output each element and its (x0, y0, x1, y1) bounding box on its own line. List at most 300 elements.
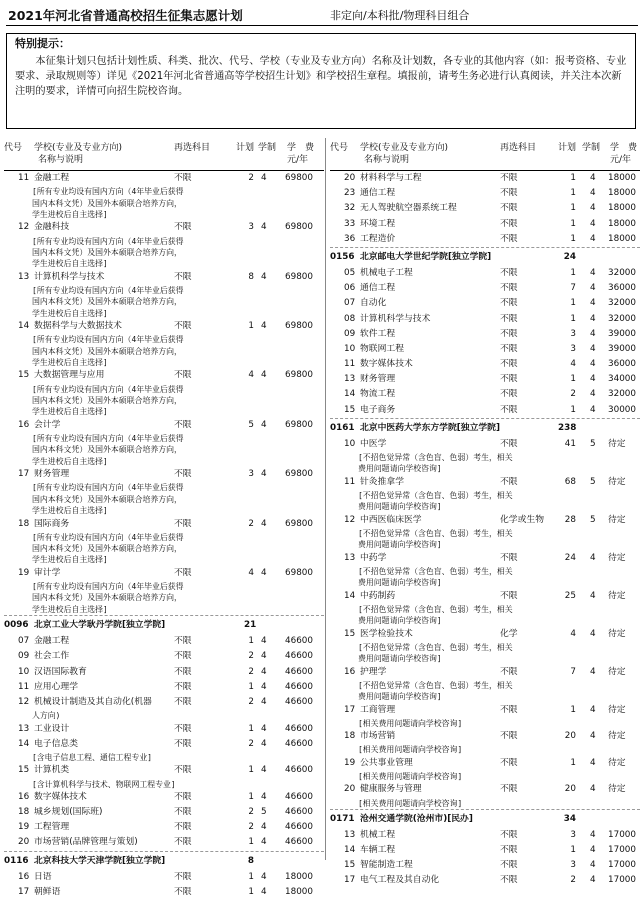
major-code: 14 (18, 738, 30, 749)
tuition-fee: 46600 (285, 837, 313, 848)
years: 5 (590, 514, 596, 525)
major-row (330, 266, 640, 281)
notice-box (6, 33, 636, 129)
header-req: 再选科目 (500, 143, 537, 153)
major-note: 学生进校后自主选择] (32, 259, 108, 269)
major-name: 日语 (34, 871, 52, 882)
major-code: 16 (18, 871, 30, 882)
document-subtitle: 非定向/本科批/物理科目组合 (330, 9, 470, 22)
major-name: 智能制造工程 (360, 860, 413, 871)
header-plan: 计划 (558, 143, 577, 153)
header-years: 学制 (582, 143, 601, 153)
subject-requirement: 不限 (174, 469, 192, 480)
major-name: 计算机科学与技术 (360, 313, 431, 324)
plan-count: 41 (564, 438, 576, 449)
tuition-fee: 46600 (285, 651, 313, 662)
header-fee-unit: 元/年 (610, 155, 632, 165)
major-code: 18 (18, 807, 30, 818)
major-note: 国内本科文凭）及国外本硕联合培养方向， (32, 198, 182, 208)
plan-count: 2 (248, 651, 254, 662)
major-code: 15 (344, 404, 356, 415)
subject-requirement: 不限 (500, 359, 518, 370)
major-code: 36 (344, 233, 356, 244)
major-code: 17 (344, 704, 356, 715)
tuition-fee: 46600 (285, 822, 313, 833)
major-name: 财务管理 (34, 469, 70, 480)
plan-count: 1 (570, 267, 576, 278)
subject-requirement: 不限 (500, 267, 518, 278)
subject-requirement: 不限 (174, 651, 192, 662)
major-code: 15 (18, 370, 30, 381)
years: 4 (590, 328, 596, 339)
plan-count: 4 (570, 359, 576, 370)
right-column (330, 138, 640, 889)
tuition-fee: 46600 (285, 636, 313, 647)
major-note: 学生进校后自主选择] (32, 456, 108, 466)
major-row (4, 270, 324, 285)
major-name: 大数据管理与应用 (34, 370, 105, 381)
major-row (4, 722, 324, 737)
major-row (330, 437, 640, 452)
years: 4 (261, 765, 267, 776)
plan-count: 3 (248, 469, 254, 480)
major-name: 市场营销 (360, 731, 396, 742)
subject-requirement: 不限 (500, 173, 518, 183)
tuition-fee: 69800 (285, 469, 313, 480)
tuition-fee: 69800 (285, 370, 313, 381)
page-header (0, 0, 644, 26)
plan-count: 3 (570, 860, 576, 871)
major-name: 城乡规划(国际班) (34, 807, 103, 818)
years: 4 (590, 666, 596, 677)
major-code: 12 (344, 514, 356, 525)
major-note: [所有专业均设有国内方向（4年毕业后获得 (32, 187, 184, 197)
major-name: 汉语国际教育 (34, 666, 87, 677)
header-fee: 学 费 (287, 143, 315, 153)
header-school: 学校(专业及专业方向) (34, 143, 123, 153)
subject-requirement: 不限 (500, 590, 518, 601)
tuition-fee: 36000 (608, 359, 636, 370)
school-code: 0156 (330, 251, 355, 262)
major-row (4, 835, 324, 850)
subject-requirement: 不限 (500, 552, 518, 563)
tuition-fee: 待定 (608, 590, 626, 601)
major-code: 20 (344, 173, 356, 183)
plan-count: 4 (570, 628, 576, 639)
plan-count: 1 (248, 791, 254, 802)
major-note: 国内本科文凭）及国外本硕联合培养方向， (32, 593, 182, 603)
subject-requirement: 不限 (500, 328, 518, 339)
subject-requirement: 不限 (174, 822, 192, 833)
plan-count: 3 (570, 328, 576, 339)
major-code: 15 (344, 860, 356, 871)
tuition-fee: 32000 (608, 267, 636, 278)
years: 4 (261, 222, 267, 233)
notice-text: 本征集计划只包括计划性质、科类、批次、代号、学校（专业及专业方向）名称及计划数，各专业的其他内容（如：报考资格、专业要求、录取规则等）详见《2021年河北省普通高等学校招生计划》和学校招生章程。填报前，请考生务必进行认真阅读，并关注本次新注明的要求，详情可向招生院校咨询。 (15, 56, 627, 97)
major-note: 学生进校后自主选择] (32, 555, 108, 565)
major-code: 23 (344, 188, 356, 199)
school-name: 沧州交通学院(沧州市)[民办] (360, 813, 473, 824)
years: 4 (590, 552, 596, 563)
major-note: 费用问题请向学校咨询] (358, 616, 442, 626)
major-code: 19 (18, 567, 30, 578)
major-note: 国内本科文凭）及国外本硕联合培养方向， (32, 297, 182, 307)
major-code: 20 (18, 837, 30, 848)
years: 4 (590, 590, 596, 601)
major-name: 车辆工程 (360, 845, 396, 856)
years: 4 (261, 173, 267, 183)
plan-count: 2 (248, 807, 254, 818)
major-name: 中西医临床医学 (360, 514, 422, 525)
tuition-fee: 32000 (608, 313, 636, 324)
header-plan: 计划 (236, 143, 255, 153)
major-code: 09 (18, 651, 30, 662)
major-row (330, 403, 640, 418)
tuition-fee: 18000 (608, 233, 636, 244)
plan-count: 2 (248, 666, 254, 677)
years: 4 (261, 886, 267, 897)
major-note: 学生进校后自主选择] (32, 308, 108, 318)
major-row (330, 589, 640, 604)
major-row (4, 171, 324, 186)
plan-count: 1 (570, 203, 576, 214)
subject-requirement: 不限 (500, 784, 518, 795)
tuition-fee: 待定 (608, 731, 626, 742)
major-code: 15 (18, 765, 30, 776)
major-row (330, 171, 640, 186)
plan-count: 1 (570, 218, 576, 229)
major-name: 电气工程及其自动化 (360, 875, 440, 886)
major-code: 14 (18, 321, 30, 332)
major-note: [所有专业均设有国内方向（4年毕业后获得 (32, 532, 184, 542)
major-name: 软件工程 (360, 328, 396, 339)
tuition-fee: 36000 (608, 283, 636, 294)
major-note: [含电子信息工程、通信工程专业] (32, 752, 152, 762)
years: 5 (590, 476, 596, 487)
major-name: 自动化 (360, 298, 387, 309)
major-row (4, 517, 324, 532)
major-note: [不招色觉异常（含色盲、色弱）考生，相关 (358, 490, 513, 500)
subject-requirement: 不限 (174, 871, 192, 882)
major-name: 金融科技 (34, 222, 70, 233)
major-name: 电子信息类 (34, 738, 78, 749)
subject-requirement: 不限 (174, 419, 192, 430)
major-note: [不招色觉异常（含色盲、色弱）考生，相关 (358, 642, 513, 652)
major-code: 16 (18, 791, 30, 802)
major-code: 10 (344, 438, 356, 449)
plan-count: 28 (564, 514, 576, 525)
subject-requirement: 不限 (174, 222, 192, 233)
major-note: 费用问题请向学校咨询] (358, 540, 442, 550)
plan-count: 1 (248, 886, 254, 897)
plan-count: 1 (248, 837, 254, 848)
major-row (4, 695, 324, 710)
plan-count: 2 (248, 696, 254, 707)
subject-requirement: 不限 (174, 681, 192, 692)
years: 4 (590, 359, 596, 370)
major-name: 中医学 (360, 438, 387, 449)
major-name: 电子商务 (360, 404, 396, 415)
tuition-fee: 46600 (285, 791, 313, 802)
subject-requirement: 不限 (500, 757, 518, 768)
document-title: 2021年河北省普通高校招生征集志愿计划 (8, 8, 243, 23)
school-row (330, 418, 640, 437)
major-code: 33 (344, 218, 356, 229)
major-row (330, 513, 640, 528)
years: 4 (590, 233, 596, 244)
tuition-fee: 69800 (285, 222, 313, 233)
major-name: 财务管理 (360, 374, 396, 385)
major-note: [所有专业均设有国内方向（4年毕业后获得 (32, 483, 184, 493)
major-note: 学生进校后自主选择] (32, 604, 108, 614)
major-row (330, 551, 640, 566)
notice-title: 特别提示： (15, 37, 70, 50)
tuition-fee: 17000 (608, 860, 636, 871)
subject-requirement: 不限 (500, 188, 518, 199)
tuition-fee: 17000 (608, 829, 636, 840)
subject-requirement: 不限 (174, 271, 192, 282)
tuition-fee: 18000 (608, 173, 636, 183)
major-note: 费用问题请向学校咨询] (358, 464, 442, 474)
subject-requirement: 不限 (174, 567, 192, 578)
years: 4 (590, 704, 596, 715)
subject-requirement: 不限 (174, 886, 192, 897)
major-note: [不招色觉异常（含色盲、色弱）考生，相关 (358, 528, 513, 538)
major-name: 计算机类 (34, 765, 70, 776)
subject-requirement: 不限 (500, 845, 518, 856)
tuition-fee: 18000 (608, 203, 636, 214)
major-code: 10 (18, 666, 30, 677)
major-name: 应用心理学 (34, 681, 78, 692)
major-row (330, 828, 640, 843)
school-code: 0171 (330, 813, 355, 824)
major-name: 机械工程 (360, 829, 396, 840)
major-row (4, 805, 324, 820)
subject-requirement: 不限 (500, 218, 518, 229)
header-code: 代号 (330, 143, 349, 153)
tuition-fee: 待定 (608, 666, 626, 677)
years: 4 (590, 875, 596, 886)
major-name: 数据科学与大数据技术 (34, 321, 122, 332)
plan-count: 1 (570, 757, 576, 768)
major-row (330, 186, 640, 201)
header-req: 再选科目 (174, 143, 211, 153)
major-row (4, 634, 324, 649)
major-code: 07 (18, 636, 30, 647)
school-code: 0161 (330, 422, 355, 433)
major-code: 11 (18, 681, 30, 692)
major-note: 人方向) (32, 711, 61, 721)
plan-count: 2 (570, 875, 576, 886)
major-row (330, 782, 640, 797)
major-code: 16 (18, 419, 30, 430)
subject-requirement: 不限 (500, 233, 518, 244)
years: 4 (261, 681, 267, 692)
major-code: 11 (344, 476, 356, 487)
major-note: 国内本科文凭）及国外本硕联合培养方向， (32, 544, 182, 554)
major-code: 32 (344, 203, 356, 214)
years: 5 (590, 438, 596, 449)
years: 4 (261, 321, 267, 332)
subject-requirement: 不限 (500, 298, 518, 309)
tuition-fee: 待定 (608, 704, 626, 715)
plan-count: 1 (570, 404, 576, 415)
years: 4 (261, 738, 267, 749)
years: 5 (261, 807, 267, 818)
major-note: [所有专业均设有国内方向（4年毕业后获得 (32, 582, 184, 592)
years: 4 (261, 837, 267, 848)
plan-count: 5 (248, 419, 254, 430)
major-name: 针灸推拿学 (360, 476, 404, 487)
tuition-fee: 69800 (285, 518, 313, 529)
major-code: 10 (344, 343, 356, 354)
tuition-fee: 46600 (285, 681, 313, 692)
major-row (4, 665, 324, 680)
tuition-fee: 69800 (285, 173, 313, 183)
major-name: 工程管理 (34, 822, 70, 833)
subject-requirement: 不限 (500, 404, 518, 415)
major-row (4, 737, 324, 752)
plan-count: 4 (248, 567, 254, 578)
major-name: 金融工程 (34, 636, 70, 647)
tuition-fee: 待定 (608, 438, 626, 449)
tuition-fee: 69800 (285, 321, 313, 332)
major-code: 13 (344, 829, 356, 840)
plan-count: 1 (248, 765, 254, 776)
plan-count: 20 (564, 784, 576, 795)
major-note: 国内本科文凭）及国外本硕联合培养方向， (32, 396, 182, 406)
subject-requirement: 不限 (174, 738, 192, 749)
school-row (330, 809, 640, 828)
major-row (330, 312, 640, 327)
major-row (4, 220, 324, 235)
major-code: 16 (344, 666, 356, 677)
plan-count: 20 (564, 731, 576, 742)
major-code: 17 (344, 875, 356, 886)
years: 4 (261, 469, 267, 480)
major-name: 工商管理 (360, 704, 396, 715)
years: 4 (261, 723, 267, 734)
major-row (4, 368, 324, 383)
major-note: 国内本科文凭）及国外本硕联合培养方向， (32, 346, 182, 356)
years: 4 (590, 203, 596, 214)
header-code: 代号 (4, 143, 23, 153)
column-divider (325, 138, 326, 860)
plan-count: 7 (570, 666, 576, 677)
major-code: 11 (344, 359, 356, 370)
tuition-fee: 46600 (285, 666, 313, 677)
years: 4 (590, 218, 596, 229)
major-code: 06 (344, 283, 356, 294)
major-row (4, 820, 324, 835)
major-note: [相关费用问题请向学校咨询] (358, 798, 463, 808)
major-code: 13 (18, 271, 30, 282)
major-name: 数字媒体技术 (360, 359, 413, 370)
years: 4 (590, 374, 596, 385)
major-row (330, 703, 640, 718)
right-column-header (330, 138, 640, 171)
subject-requirement: 不限 (500, 875, 518, 886)
plan-count: 8 (248, 271, 254, 282)
major-row (4, 649, 324, 664)
subject-requirement: 不限 (500, 283, 518, 294)
tuition-fee: 17000 (608, 875, 636, 886)
major-note: 费用问题请向学校咨询] (358, 654, 442, 664)
years: 4 (261, 636, 267, 647)
major-name: 通信工程 (360, 188, 396, 199)
years: 4 (261, 271, 267, 282)
subject-requirement: 不限 (174, 321, 192, 332)
subject-requirement: 不限 (174, 173, 192, 183)
years: 4 (590, 628, 596, 639)
years: 4 (590, 845, 596, 856)
major-name: 无人驾驶航空器系统工程 (360, 203, 457, 214)
header-years: 学制 (258, 143, 277, 153)
major-note: 国内本科文凭）及国外本硕联合培养方向， (32, 247, 182, 257)
major-row (330, 665, 640, 680)
header-school: 学校(专业及专业方向) (360, 143, 449, 153)
major-name: 市场营销(品牌管理与策划) (34, 837, 138, 848)
plan-count: 1 (570, 374, 576, 385)
major-code: 13 (18, 723, 30, 734)
years: 4 (590, 757, 596, 768)
major-row (4, 418, 324, 433)
subject-requirement: 不限 (500, 860, 518, 871)
major-name: 会计学 (34, 419, 61, 430)
tuition-fee: 待定 (608, 757, 626, 768)
plan-count: 1 (570, 313, 576, 324)
tuition-fee: 待定 (608, 514, 626, 525)
years: 4 (590, 173, 596, 183)
years: 4 (590, 404, 596, 415)
major-note: 国内本科文凭）及国外本硕联合培养方向， (32, 494, 182, 504)
major-note: 学生进校后自主选择] (32, 209, 108, 219)
plan-count: 2 (248, 518, 254, 529)
major-name: 材料科学与工程 (360, 173, 422, 183)
major-note: [不招色觉异常（含色盲、色弱）考生，相关 (358, 566, 513, 576)
header-fee: 学 费 (610, 143, 638, 153)
tuition-fee: 18000 (608, 188, 636, 199)
major-name: 护理学 (360, 666, 387, 677)
tuition-fee: 46600 (285, 738, 313, 749)
tuition-fee: 46600 (285, 696, 313, 707)
school-row (4, 615, 324, 634)
tuition-fee: 待定 (608, 476, 626, 487)
subject-requirement: 化学或生物 (500, 514, 544, 525)
subject-requirement: 不限 (500, 374, 518, 385)
major-row (330, 342, 640, 357)
left-rows (4, 171, 324, 900)
major-note: 国内本科文凭）及国外本硕联合培养方向， (32, 445, 182, 455)
tuition-fee: 69800 (285, 271, 313, 282)
years: 4 (261, 518, 267, 529)
school-plan-total: 8 (247, 855, 254, 866)
tuition-fee: 待定 (608, 628, 626, 639)
major-code: 15 (344, 628, 356, 639)
major-note: [所有专业均设有国内方向（4年毕业后获得 (32, 433, 184, 443)
major-note: 学生进校后自主选择] (32, 407, 108, 417)
plan-count: 1 (570, 173, 576, 183)
tuition-fee: 18000 (608, 218, 636, 229)
major-note: [含计算机科学与技术、物联网工程专业] (32, 779, 176, 789)
major-row (4, 763, 324, 778)
major-name: 工业设计 (34, 723, 70, 734)
subject-requirement: 不限 (174, 765, 192, 776)
tuition-fee: 32000 (608, 389, 636, 400)
plan-count: 1 (248, 321, 254, 332)
school-plan-total: 21 (244, 620, 257, 631)
major-row (330, 475, 640, 490)
